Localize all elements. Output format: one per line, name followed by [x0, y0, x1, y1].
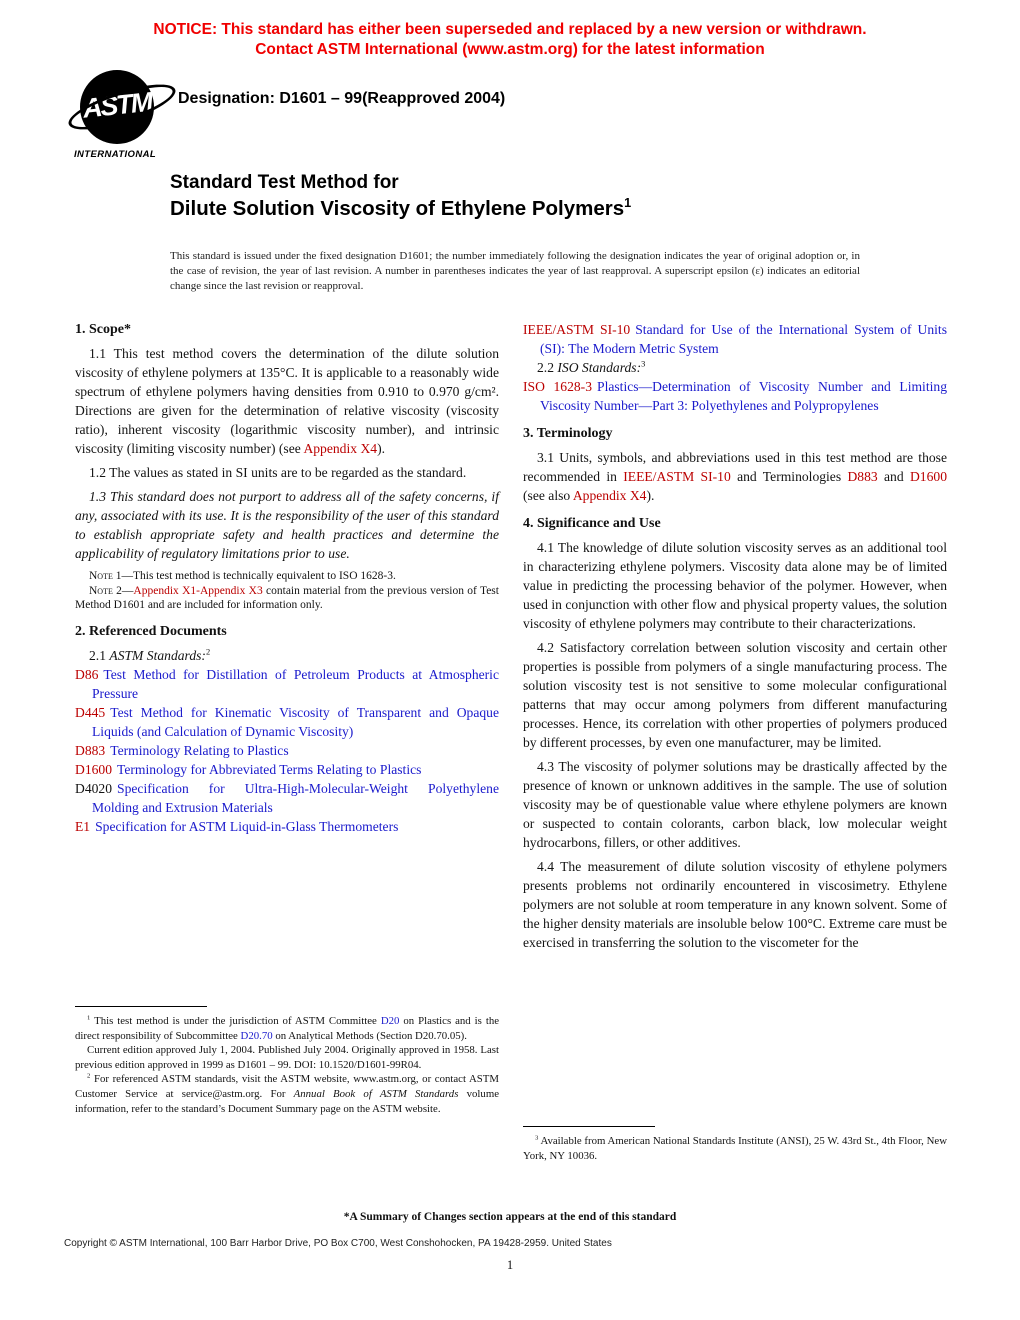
- two-column-body: [75, 320, 947, 1200]
- footnote-2: $^2$ For referenced ASTM standards, visit the ASTM website, www.astm.org, or contact ASTM Customer Service at service@astm.org. For Annual Book of ASTM Standards volume information, refer to the standard’s Document Summary page on the ASTM website.: [75, 1072, 500, 1115]
- reference-entry-d86: [75, 665, 499, 703]
- footnote-rule-left: [75, 1006, 207, 1007]
- iso-1628-3-link[interactable]: ISO 1628-3: [523, 379, 593, 394]
- astm-logo-globe-icon: [80, 70, 154, 144]
- d883-title-link[interactable]: Terminology Relating to Plastics: [110, 742, 289, 758]
- paragraph-4-4: 4.4 The measurement of dilute solution viscosity of ethylene polymers presents problems not ordinarily encountered in viscosimetry. Ethylene polymers are not soluble at room temperature in any known solvent. Some of the higher density materials are insoluble below 100°C. Extreme care must be exercised in transferring the solution to the viscometer for the: [523, 859, 947, 950]
- reference-entry-iso-1628-3: [523, 377, 947, 415]
- notice-line-2: Contact ASTM International (www.astm.org) for the latest information: [255, 41, 765, 58]
- footnote-3: $^3$ Available from American National Standards Institute (ANSI), 25 W. 43rd St., 4th Floor, New York, NY 10036.: [523, 1134, 947, 1162]
- d86-title-link[interactable]: Test Method for Distillation of Petroleum Products at Atmospheric Pressure: [92, 666, 499, 701]
- note-1-label: Note 1: [89, 570, 122, 582]
- d883-link[interactable]: D883: [75, 742, 106, 758]
- copyright-line: Copyright © ASTM International, 100 Barr Harbor Drive, PO Box C700, West Conshohocken, PA 19428-2959. United States: [64, 1238, 612, 1249]
- note-2-label: Note 2: [89, 584, 122, 597]
- issue-statement: This standard is issued under the fixed designation D1601; the number immediately following the designation indicates the year of original adoption or, in the case of revision, the year of last revision. A number in parentheses indicates the year of last reapproval. A superscript epsilon (ε) indicates an editorial change since the last revision or reapproval.: [170, 250, 860, 292]
- reference-entry-d4020: [75, 779, 499, 817]
- d4020-title-link[interactable]: Specification for Ultra-High-Molecular-Weight Polyethylene Molding and Extrusion Materials: [92, 780, 499, 815]
- astm-standards-intro: 2.1 ASTM Standards:$^2$: [89, 645, 211, 663]
- e1-title-link[interactable]: Specification for ASTM Liquid-in-Glass Thermometers: [95, 818, 399, 834]
- right-footnotes: [523, 1126, 947, 1163]
- astm-logo-text: ASTM: [81, 86, 153, 124]
- paragraph-1-1: 1.1 This test method covers the determination of the dilute solution viscosity of ethylene polymers at 135°C. It is applicable to a reasonably wide spectrum of ethylene polymers having densities from 0.910 to 0.970 g/cm². Directions are given for the determination of relative viscosity (viscosity ratio), inherent viscosity (logarithmic viscosity number), and intrinsic viscosity (limiting viscosity number) (see Appendix X4).: [75, 346, 499, 456]
- appendix-x4-inline-link[interactable]: Appendix X4: [572, 488, 647, 503]
- footnote-3-ref: 3: [641, 358, 646, 369]
- paragraph-3-1: 3.1 Units, symbols, and abbreviations used in this test method are those recommended in IEEE/ASTM SI-10 and Terminologies D883 and D1600 (see also Appendix X4).: [523, 450, 947, 503]
- title-footnote-ref: 1: [624, 195, 632, 211]
- paragraph-1-2: 1.2 The values as stated in SI units are to be regarded as the standard.: [89, 465, 467, 480]
- d20-70-link[interactable]: D20.70: [240, 1029, 273, 1042]
- iso-standards-intro: 2.2 ISO Standards:$^3$: [537, 358, 646, 375]
- d1600-link[interactable]: D1600: [75, 761, 113, 777]
- e1-link[interactable]: E1: [75, 818, 91, 834]
- left-footnotes: [75, 1006, 499, 1116]
- footnote-2-ref: 2: [205, 645, 211, 656]
- section-3-heading: 3. Terminology: [523, 426, 613, 441]
- appendix-x4-link[interactable]: Appendix X4: [303, 441, 378, 456]
- footnote-1: $^1$ This test method is under the jurisdiction of ASTM Committee D20 on Plastics and is the direct responsibility of Subcommittee D20.70 on Analytical Methods (Section D20.70.05).: [75, 1014, 500, 1042]
- d4020-code: D4020: [75, 780, 113, 796]
- summary-of-changes-note: *A Summary of Changes section appears at the end of this standard: [343, 1211, 677, 1223]
- reference-entry-d445: [75, 703, 499, 741]
- iso-1628-3-title-link[interactable]: Plastics—Determination of Viscosity Number and Limiting Viscosity Number—Part 3: Polyethylenes and Polypropylenes: [540, 379, 947, 413]
- astm-logo: [74, 70, 170, 160]
- astm-logo-subtext: INTERNATIONAL: [74, 149, 157, 160]
- d1600-inline-link[interactable]: D1600: [909, 469, 947, 484]
- d445-link[interactable]: D445: [75, 704, 106, 720]
- appendix-x1-x3-link[interactable]: Appendix X1-Appendix X3: [133, 584, 263, 597]
- reference-entry-ieee-astm-si10: [523, 320, 947, 358]
- footnote-1-edition: Current edition approved July 1, 2004. Published July 2004. Originally approved in 1958. Last previous edition approved in 1999 as D1601 – 99. DOI: 10.1520/D1601-99R04.: [75, 1044, 499, 1071]
- ieee-astm-si10-link[interactable]: IEEE/ASTM SI-10: [523, 322, 631, 337]
- paragraph-4-3: 4.3 The viscosity of polymer solutions may be drastically affected by the presence of known or unknown additives in the sample. The use of solution viscosity may be of questionable value where ethylene polymers are known or suspected to contain colorants, carbon black, low molecular weight hydrocarbons, fillers, or other additives.: [523, 759, 947, 850]
- note-1: Note 1—This test method is technically equivalent to ISO 1628-3.: [89, 570, 396, 582]
- document-title: [170, 170, 890, 222]
- title-line-1: Standard Test Method for: [170, 172, 399, 193]
- note-2: Note 2—Appendix X1-Appendix X3 contain material from the previous version of Test Method D1601 and are included for information only.: [75, 584, 499, 611]
- d883-inline-link[interactable]: D883: [847, 469, 878, 484]
- d20-link[interactable]: D20: [380, 1015, 400, 1027]
- left-column: [75, 320, 499, 1200]
- section-4-heading: 4. Significance and Use: [523, 516, 661, 531]
- section-2-heading: 2. Referenced Documents: [75, 623, 227, 639]
- paragraph-4-2: 4.2 Satisfactory correlation between solution viscosity and certain other properties is possible from polymers of a single manufacturing process. The solution viscosity test is not sensitive to some molecular configurational patterns that may occur among polymers from different manufacturing processes. Hence, its correlation with other properties of polymers produced by different processes, by even one manufacturer, may be limited.: [523, 640, 947, 750]
- reference-entry-d883: [75, 741, 499, 760]
- footnote-rule-right: [523, 1126, 655, 1127]
- right-column: [523, 320, 947, 1200]
- reference-entry-e1: [75, 817, 499, 836]
- astm-logo-orbit-icon: [64, 75, 180, 138]
- d1600-title-link[interactable]: Terminology for Abbreviated Terms Relating to Plastics: [117, 761, 422, 777]
- paragraph-4-1: 4.1 The knowledge of dilute solution viscosity serves as an additional tool in characterizing ethylene polymers. Viscosity data alone may be of limited value in predicting the processing behavior of the polymer. However, when used in conjunction with other flow and physical property values, the solution viscosity of ethylene polymers may contribute to their characterizations.: [523, 540, 947, 631]
- notice-line-1: NOTICE: This standard has either been superseded and replaced by a new version or withdrawn.: [153, 21, 867, 38]
- section-1-heading: 1. Scope*: [75, 322, 131, 337]
- d445-title-link[interactable]: Test Method for Kinematic Viscosity of Transparent and Opaque Liquids (and Calculation of Dynamic Viscosity): [92, 704, 499, 739]
- superseded-notice: [0, 20, 1020, 60]
- title-line-2: Dilute Solution Viscosity of Ethylene Polymers$^1$: [170, 195, 632, 220]
- paragraph-1-3: 1.3 This standard does not purport to address all of the safety concerns, if any, associated with its use. It is the responsibility of the user of this standard to establish appropriate safety and health practices and determine the applicability of regulatory limitations prior to use.: [75, 489, 499, 561]
- ieee-astm-si10-title-link[interactable]: Standard for Use of the International System of Units (SI): The Modern Metric System: [540, 322, 947, 356]
- reference-entry-d1600: [75, 760, 499, 779]
- d86-link[interactable]: D86: [75, 666, 99, 682]
- page-number: 1: [506, 1258, 514, 1272]
- designation-line: Designation: D1601 – 99(Reapproved 2004): [178, 90, 506, 107]
- ieee-astm-si10-inline-link[interactable]: IEEE/ASTM SI-10: [623, 469, 731, 484]
